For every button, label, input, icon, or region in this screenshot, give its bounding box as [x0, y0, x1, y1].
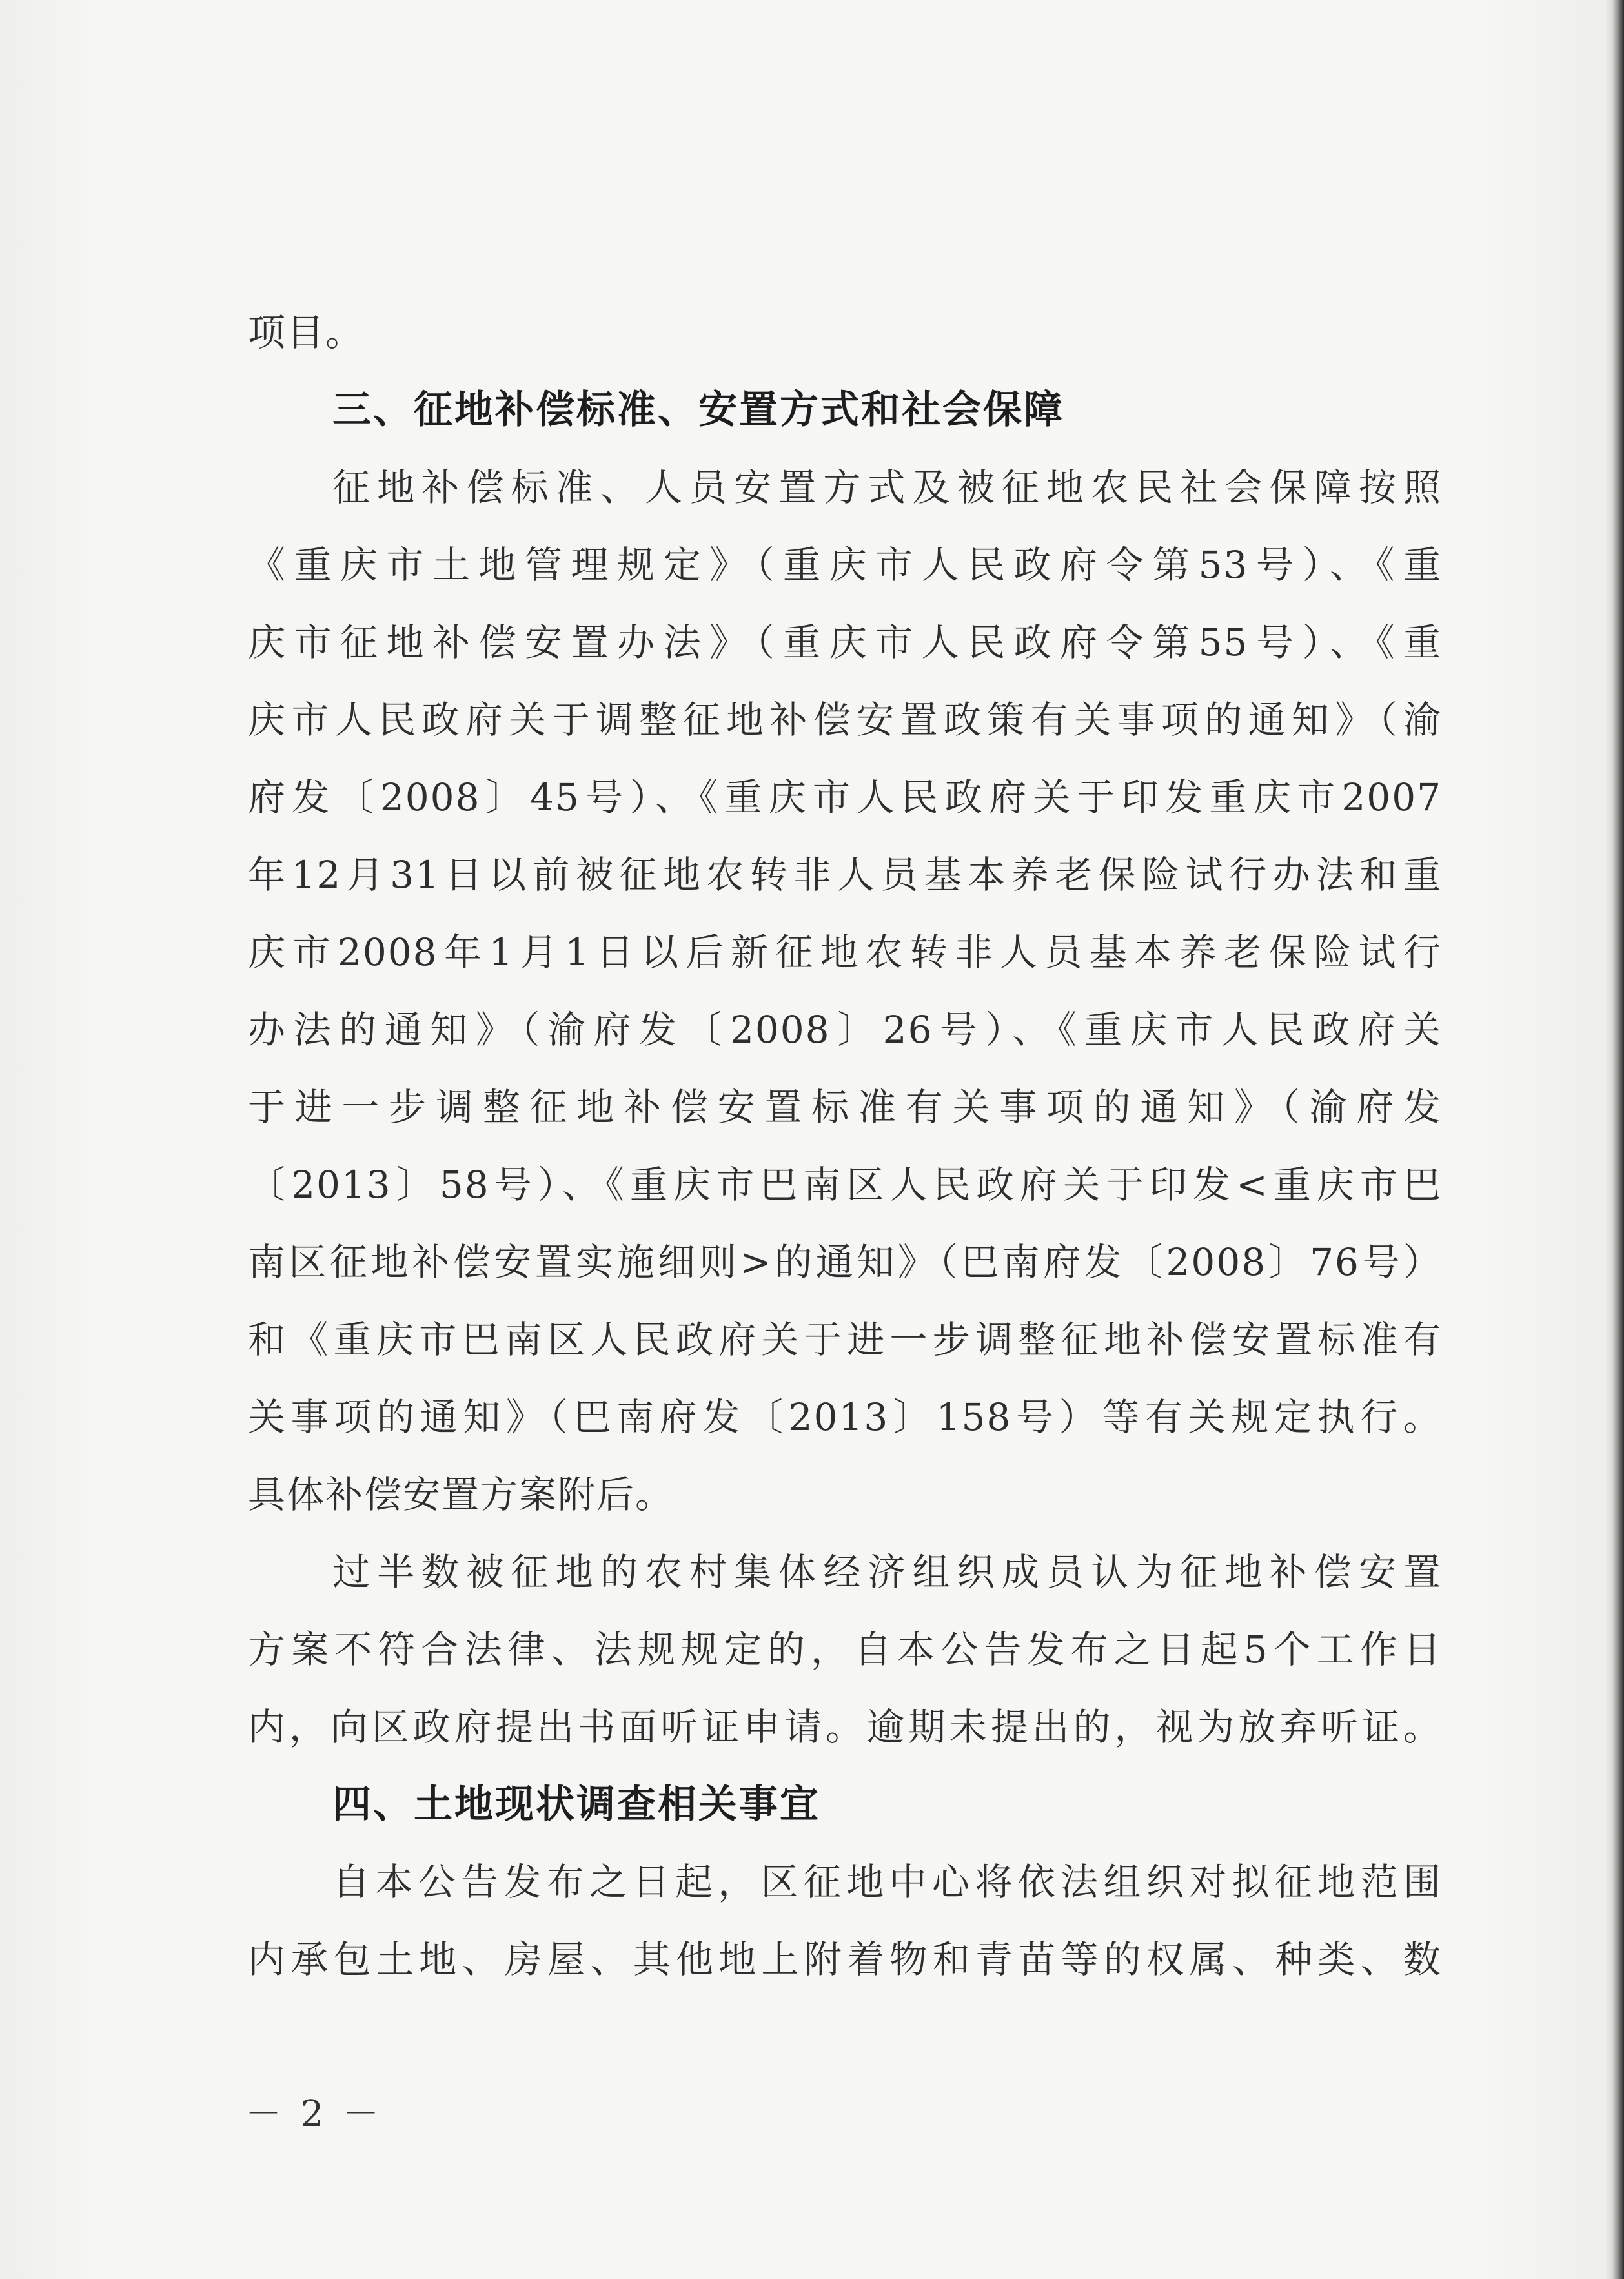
text-line: 具体补偿安置方案附后。 — [248, 1473, 675, 1517]
page-number: － 2 － — [245, 2093, 383, 2135]
text-line: 内，向区政府提出书面听证申请。逾期未提出的，视为放弃听证。 — [248, 1705, 1442, 1749]
text-line: 庆市2008年1月1日以后新征地农转非人员基本养老保险试行 — [248, 930, 1442, 974]
text-line: 年12月31日以前被征地农转非人员基本养老保险试行办法和重 — [248, 853, 1442, 897]
text-line: 办法的通知》（渝府发〔2008〕26号）、《重庆市人民政府关 — [248, 1008, 1442, 1052]
paragraph-start: 过半数被征地的农村集体经济组织成员认为征地补偿安置 — [332, 1550, 1442, 1594]
paragraph-start: 自本公告发布之日起，区征地中心将依法组织对拟征地范围 — [332, 1860, 1442, 1904]
text-line: 《重庆市土地管理规定》（重庆市人民政府令第53号）、《重 — [248, 543, 1442, 587]
text-line: 关事项的通知》（巴南府发〔2013〕158号）等有关规定执行。 — [248, 1395, 1442, 1439]
text-line: 庆市人民政府关于调整征地补偿安置政策有关事项的通知》（渝 — [248, 698, 1442, 742]
paragraph-start: 征地补偿标准、人员安置方式及被征地农民社会保障按照 — [332, 465, 1442, 509]
scan-edge — [1605, 0, 1624, 2279]
section-heading: 四、土地现状调查相关事宜 — [332, 1782, 820, 1827]
text-line: 项目。 — [248, 311, 365, 354]
text-line: 庆市征地补偿安置办法》（重庆市人民政府令第55号）、《重 — [248, 620, 1442, 664]
text-line: 府发〔2008〕45号）、《重庆市人民政府关于印发重庆市2007 — [248, 775, 1443, 819]
text-line: 方案不符合法律、法规规定的，自本公告发布之日起5个工作日 — [248, 1628, 1442, 1671]
section-heading: 三、征地补偿标准、安置方式和社会保障 — [332, 387, 1064, 433]
text-line: 于进一步调整征地补偿安置标准有关事项的通知》（渝府发 — [248, 1085, 1442, 1129]
text-line: 内承包土地、房屋、其他地上附着物和青苗等的权属、种类、数 — [248, 1937, 1442, 1981]
text-line: 南区征地补偿安置实施细则>的通知》（巴南府发〔2008〕76号） — [248, 1240, 1442, 1284]
text-line: 和《重庆市巴南区人民政府关于进一步调整征地补偿安置标准有 — [248, 1318, 1442, 1362]
document-body — [248, 294, 1442, 1998]
text-line: 〔2013〕58号）、《重庆市巴南区人民政府关于印发<重庆市巴 — [248, 1163, 1442, 1207]
